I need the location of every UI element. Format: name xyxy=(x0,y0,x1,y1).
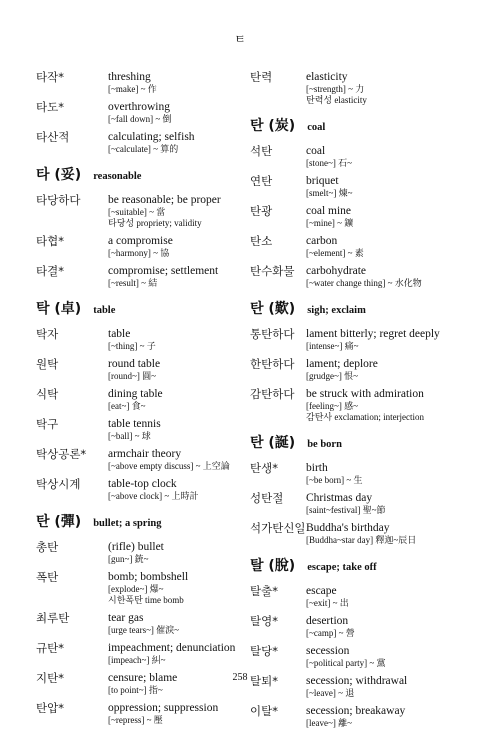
entry-headword: 최루탄 xyxy=(36,611,70,625)
entry-definition xyxy=(306,70,472,106)
dictionary-entry xyxy=(36,327,246,352)
entry-headword: 탄생* xyxy=(250,461,278,475)
entry-headword: 석탄 xyxy=(250,144,273,158)
section-headword: 탄 (誕) xyxy=(250,435,296,451)
entry-headword: 탈영* xyxy=(250,614,278,628)
section-meaning: sigh; exclaim xyxy=(307,305,366,316)
entry-headword: 탁상시계 xyxy=(36,477,81,491)
entry-headword: 통탄하다 xyxy=(250,327,295,341)
etymology-note: [~harmony] ~ 協 xyxy=(108,248,170,258)
definition-text: (rifle) bullet xyxy=(108,541,164,553)
entry-headword: 타협* xyxy=(36,234,64,248)
dictionary-entry xyxy=(36,540,246,565)
derived-word-note: 탄력성 elasticity xyxy=(306,95,367,105)
entry-headword: 식탁 xyxy=(36,387,59,401)
page-header: ㅌ xyxy=(234,32,246,46)
etymology-note: [gun~] 銃~ xyxy=(108,554,149,564)
section-meaning: reasonable xyxy=(93,171,142,182)
entry-definition xyxy=(108,477,246,502)
entry-headword: 탄력 xyxy=(250,70,273,84)
dictionary-entry xyxy=(36,70,246,95)
entry-definition xyxy=(306,144,472,169)
entry-headword: 한탄하다 xyxy=(250,357,295,371)
dictionary-entry xyxy=(250,584,472,609)
entry-definition xyxy=(108,264,246,289)
section-heading xyxy=(250,435,472,453)
entry-headword: 타당하다 xyxy=(36,193,81,207)
etymology-note: [urge tears~] 催淚~ xyxy=(108,625,180,635)
etymology-note: [eat~] 食~ xyxy=(108,401,146,411)
dictionary-entry xyxy=(36,234,246,259)
definition-text: secession; withdrawal xyxy=(306,675,408,687)
section-headword: 타 (妥) xyxy=(36,167,82,183)
dictionary-entry xyxy=(36,130,246,155)
dictionary-entry xyxy=(250,491,472,516)
section-heading xyxy=(250,558,472,576)
entry-headword: 탄수화물 xyxy=(250,264,295,278)
definition-text: Christmas day xyxy=(306,492,373,504)
dictionary-entry xyxy=(250,614,472,639)
entry-headword: 지탄* xyxy=(36,671,64,685)
entry-definition xyxy=(108,540,246,565)
entry-headword: 규탄* xyxy=(36,641,64,655)
entry-definition xyxy=(108,130,246,155)
dictionary-entry xyxy=(250,704,472,729)
dictionary-entry xyxy=(250,174,472,199)
entry-headword: 탁구 xyxy=(36,417,59,431)
entry-definition xyxy=(108,70,246,95)
entry-headword: 탁자 xyxy=(36,327,59,341)
entry-definition xyxy=(108,100,246,125)
definition-text: escape xyxy=(306,585,337,597)
entry-headword: 총탄 xyxy=(36,540,59,554)
entry-headword: 성탄절 xyxy=(250,491,284,505)
entry-definition xyxy=(108,611,246,636)
definition-text: armchair theory xyxy=(108,448,182,460)
entry-definition xyxy=(108,357,246,382)
definition-text: carbon xyxy=(306,235,338,247)
section-headword: 탄 (歎) xyxy=(250,301,296,317)
section-headword: 탈 (脫) xyxy=(250,558,296,574)
dictionary-entry xyxy=(36,100,246,125)
etymology-note: [round~] 圓~ xyxy=(108,371,156,381)
etymology-note: [~be born] ~ 生 xyxy=(306,475,363,485)
dictionary-entry xyxy=(250,387,472,423)
entry-definition xyxy=(108,701,246,726)
dictionary-entry xyxy=(36,193,246,229)
definition-text: bomb; bombshell xyxy=(108,571,189,583)
definition-text: be reasonable; be proper xyxy=(108,194,221,206)
etymology-note: [~mine] ~ 鑛 xyxy=(306,218,354,228)
definition-text: overthrowing xyxy=(108,101,170,113)
page-number: 258 xyxy=(232,672,248,683)
etymology-note: [to point~] 指~ xyxy=(108,685,163,695)
section-meaning: bullet; a spring xyxy=(93,518,162,529)
etymology-note: [grudge~] 恨~ xyxy=(306,371,358,381)
definition-text: calculating; selfish xyxy=(108,131,195,143)
definition-text: dining table xyxy=(108,388,163,400)
entry-headword: 연탄 xyxy=(250,174,273,188)
definition-text: birth xyxy=(306,462,328,474)
dictionary-entry xyxy=(250,70,472,106)
entry-definition xyxy=(306,174,472,199)
dictionary-entry xyxy=(250,521,472,546)
entry-definition xyxy=(108,193,246,229)
entry-definition xyxy=(108,417,246,442)
dictionary-entry xyxy=(36,264,246,289)
etymology-note: [explode~] 爆~ xyxy=(108,584,164,594)
dictionary-entry xyxy=(36,447,246,472)
entry-definition xyxy=(108,387,246,412)
entry-headword: 탄소 xyxy=(250,234,273,248)
definition-text: secession xyxy=(306,645,350,657)
dictionary-entry xyxy=(36,477,246,502)
entry-definition xyxy=(306,461,472,486)
derived-word-note: 시한폭탄 time bomb xyxy=(108,595,184,605)
section-meaning: escape; take off xyxy=(307,562,377,573)
etymology-note: [smelt~] 煉~ xyxy=(306,188,353,198)
entry-headword: 타작* xyxy=(36,70,64,84)
definition-text: impeachment; denunciation xyxy=(108,642,236,654)
entry-definition xyxy=(306,234,472,259)
etymology-note: [leave~] 離~ xyxy=(306,718,352,728)
etymology-note: [~water change thing] ~ 水化物 xyxy=(306,278,422,288)
etymology-note: [intense~] 痛~ xyxy=(306,341,359,351)
entry-definition xyxy=(306,387,472,423)
dictionary-entry xyxy=(250,461,472,486)
entry-definition xyxy=(306,264,472,289)
definition-text: round table xyxy=(108,358,161,370)
etymology-note: [~leave] ~ 退 xyxy=(306,688,355,698)
dictionary-entry xyxy=(250,327,472,352)
derived-word-note: 감탄사 exclamation; interjection xyxy=(306,412,425,422)
definition-text: oppression; suppression xyxy=(108,702,219,714)
entry-headword: 탈출* xyxy=(250,584,278,598)
entry-definition xyxy=(306,704,472,729)
entry-definition xyxy=(306,614,472,639)
definition-text: carbohydrate xyxy=(306,265,367,277)
dictionary-entry xyxy=(36,357,246,382)
entry-definition xyxy=(306,357,472,382)
derived-word-note: 타당성 propriety; validity xyxy=(108,218,202,228)
definition-text: lament bitterly; regret deeply xyxy=(306,328,440,340)
etymology-note: [impeach~] 糾~ xyxy=(108,655,166,665)
entry-headword: 폭탄 xyxy=(36,570,59,584)
section-heading xyxy=(250,118,472,136)
definition-text: elasticity xyxy=(306,71,348,83)
etymology-note: [~fall down] ~ 倒 xyxy=(108,114,172,124)
section-headword: 탄 (彈) xyxy=(36,514,82,530)
etymology-note: [~camp] ~ 營 xyxy=(306,628,355,638)
entry-headword: 이탈* xyxy=(250,704,278,718)
definition-text: a compromise xyxy=(108,235,173,247)
entry-headword: 탈당* xyxy=(250,644,278,658)
dictionary-entry xyxy=(250,144,472,169)
entry-headword: 타도* xyxy=(36,100,64,114)
left-column xyxy=(36,70,246,731)
section-meaning: table xyxy=(93,305,116,316)
etymology-note: [~ball] ~ 球 xyxy=(108,431,151,441)
definition-text: censure; blame xyxy=(108,672,178,684)
etymology-note: [stone~] 石~ xyxy=(306,158,352,168)
dictionary-entry xyxy=(36,387,246,412)
etymology-note: [saint~festival] 聖~節 xyxy=(306,505,386,515)
etymology-note: [~suitable] ~ 當 xyxy=(108,207,166,217)
etymology-note: [~strength] ~ 力 xyxy=(306,84,365,94)
definition-text: threshing xyxy=(108,71,151,83)
definition-text: secession; breakaway xyxy=(306,705,406,717)
dictionary-entry xyxy=(36,641,246,666)
definition-text: table xyxy=(108,328,131,340)
etymology-note: [~make] ~ 作 xyxy=(108,84,157,94)
etymology-note: [~repress] ~ 壓 xyxy=(108,715,163,725)
right-column xyxy=(250,70,472,734)
definition-text: compromise; settlement xyxy=(108,265,219,277)
entry-headword: 타산적 xyxy=(36,130,70,144)
section-headword: 탄 (炭) xyxy=(250,118,296,134)
definition-text: be struck with admiration xyxy=(306,388,424,400)
definition-text: lament; deplore xyxy=(306,358,378,370)
entry-definition xyxy=(306,327,472,352)
entry-headword: 탄압* xyxy=(36,701,64,715)
dictionary-entry xyxy=(36,570,246,606)
etymology-note: [Buddha~star day] 釋迦~辰日 xyxy=(306,535,417,545)
entry-headword: 탈퇴* xyxy=(250,674,278,688)
etymology-note: [~exit] ~ 出 xyxy=(306,598,349,608)
entry-headword: 탄광 xyxy=(250,204,273,218)
etymology-note: [~above empty discuss] ~ 上空論 xyxy=(108,461,230,471)
entry-definition xyxy=(306,521,472,546)
dictionary-entry xyxy=(250,644,472,669)
entry-headword: 석가탄신일 xyxy=(250,521,306,535)
dictionary-entry xyxy=(36,417,246,442)
etymology-note: [~result] ~ 結 xyxy=(108,278,158,288)
section-heading xyxy=(36,301,246,319)
etymology-note: [~calculate] ~ 算的 xyxy=(108,144,179,154)
entry-definition xyxy=(306,644,472,669)
etymology-note: [feeling~] 感~ xyxy=(306,401,358,411)
definition-text: Buddha's birthday xyxy=(306,522,390,534)
definition-text: briquet xyxy=(306,175,339,187)
definition-text: coal xyxy=(306,145,326,157)
entry-definition xyxy=(306,204,472,229)
section-heading xyxy=(36,167,246,185)
entry-definition xyxy=(108,327,246,352)
section-meaning: be born xyxy=(307,439,342,450)
definition-text: tear gas xyxy=(108,612,144,624)
dictionary-entry xyxy=(250,357,472,382)
entry-definition xyxy=(108,234,246,259)
dictionary-entry xyxy=(250,204,472,229)
entry-definition xyxy=(108,570,246,606)
entry-definition xyxy=(108,641,246,666)
section-heading xyxy=(36,514,246,532)
etymology-note: [~element] ~ 素 xyxy=(306,248,364,258)
section-heading xyxy=(250,301,472,319)
etymology-note: [~thing] ~ 子 xyxy=(108,341,156,351)
section-headword: 탁 (卓) xyxy=(36,301,82,317)
definition-text: desertion xyxy=(306,615,349,627)
entry-headword: 원탁 xyxy=(36,357,59,371)
entry-headword: 감탄하다 xyxy=(250,387,295,401)
definition-text: table tennis xyxy=(108,418,161,430)
definition-text: table-top clock xyxy=(108,478,177,490)
dictionary-entry xyxy=(36,701,246,726)
section-meaning: coal xyxy=(307,122,326,133)
dictionary-entry xyxy=(250,264,472,289)
entry-definition xyxy=(306,584,472,609)
etymology-note: [~political party] ~ 黨 xyxy=(306,658,386,668)
dictionary-entry xyxy=(36,611,246,636)
entry-definition xyxy=(108,447,246,472)
dictionary-entry xyxy=(250,234,472,259)
definition-text: coal mine xyxy=(306,205,352,217)
entry-headword: 타결* xyxy=(36,264,64,278)
entry-definition xyxy=(306,491,472,516)
etymology-note: [~above clock] ~ 上時計 xyxy=(108,491,199,501)
entry-headword: 탁상공론* xyxy=(36,447,87,461)
